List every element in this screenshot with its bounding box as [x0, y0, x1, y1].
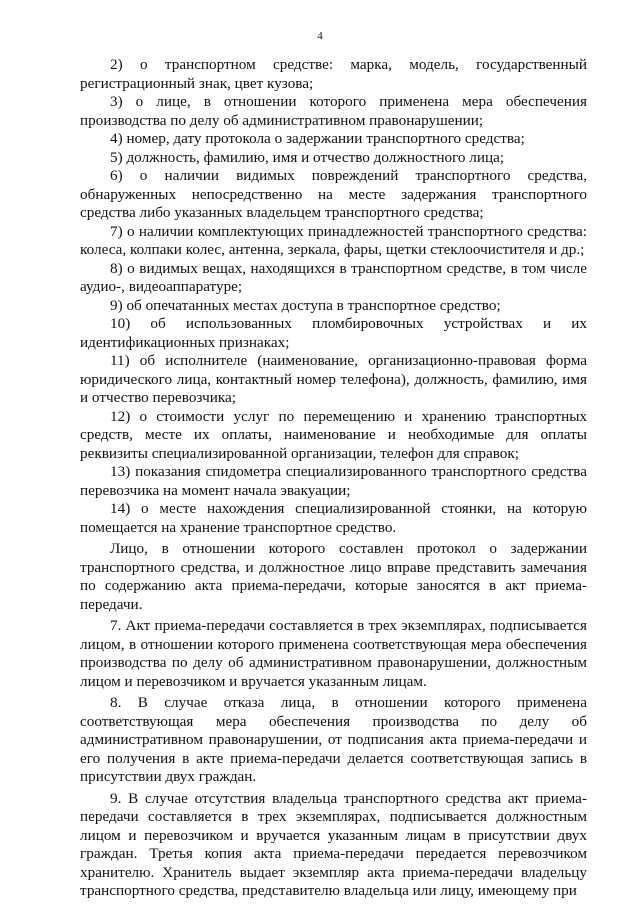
list-item-13: 13) показания спидометра специализированного транспортного средства перевозчика на момент начала эвакуации; — [80, 463, 587, 499]
list-item-14: 14) о месте нахождения специализированной стоянки, на которую помещается на хранение транспортное средство. — [80, 500, 587, 536]
list-item-2: 2) о транспортном средстве: марка, модель, государственный регистрационный знак, цвет кузова; — [80, 56, 587, 92]
list-item-5: 5) должность, фамилию, имя и отчество должностного лица; — [110, 148, 505, 166]
list-item-8: 8) о видимых вещах, находящихся в транспортном средстве, в том числе аудио-, видеоаппаратуре; — [80, 259, 587, 295]
paragraph-clause-9: 9. В случае отсутствия владельца транспортного средства акт приема-передачи составляется в трех экземплярах, подписывается должностным лицом и перевозчиком и вручается указанным лицам в присутствии двух граждан. Третья копия акта приема-передачи передается перевозчиком хранителю. Хранитель выдает экземпляр акта приема-передачи владельцу транспортного средства, представителю владельца или лицу, имеющему при — [80, 789, 587, 899]
list-item-3: 3) о лице, в отношении которого применена мера обеспечения производства по делу об административном правонарушении; — [80, 93, 587, 129]
list-item-6: 6) о наличии видимых повреждений транспортного средства, обнаруженных непосредственно на месте задержания транспортного средства либо указанных владельцем транспортного средства; — [80, 167, 587, 221]
list-item-7: 7) о наличии комплектующих принадлежностей транспортного средства: колеса, колпаки колес, антенна, зеркала, фары, щетки стеклоочистителя и др.; — [80, 222, 587, 258]
list-item-12: 12) о стоимости услуг по перемещению и хранению транспортных средств, месте их оплаты, наименование и необходимые для оплаты реквизиты специализированной организации, телефон для справок; — [80, 407, 587, 462]
paragraph-clause-7: 7. Акт приема-передачи составляется в трех экземплярах, подписывается лицом, в отношении которого применена соответствующая мера обеспечения производства по делу об административном правонарушении, должностным лицом и перевозчиком и вручается указанным лицам. — [80, 617, 587, 690]
list-item-11: 11) об исполнителе (наименование, организационно-правовая форма юридического лица, контактный номер телефона), должность, фамилию, имя и отчество перевозчика; — [80, 352, 587, 406]
list-item-10: 10) об использованных пломбировочных устройствах и их идентификационных признаках; — [80, 315, 587, 351]
list-item-9: 9) об опечатанных местах доступа в транспортное средство; — [110, 296, 501, 314]
list-item-4: 4) номер, дату протокола о задержании транспортного средства; — [110, 130, 525, 147]
page-number: 4 — [317, 30, 323, 42]
document-body — [80, 56, 587, 901]
paragraph-remarks: Лицо, в отношении которого составлен протокол о задержании транспортного средства, и должностное лицо вправе представить замечания по содержанию акта приема-передачи, которые заносятся в акт приема-передачи. — [80, 540, 587, 613]
paragraph-clause-8: 8. В случае отказа лица, в отношении которого применена соответствующая мера обеспечения производства по делу об административном правонарушении, от подписания акта приема-передачи и его получения в акте приема-передачи делается соответствующая запись в присутствии двух граждан. — [80, 694, 587, 785]
